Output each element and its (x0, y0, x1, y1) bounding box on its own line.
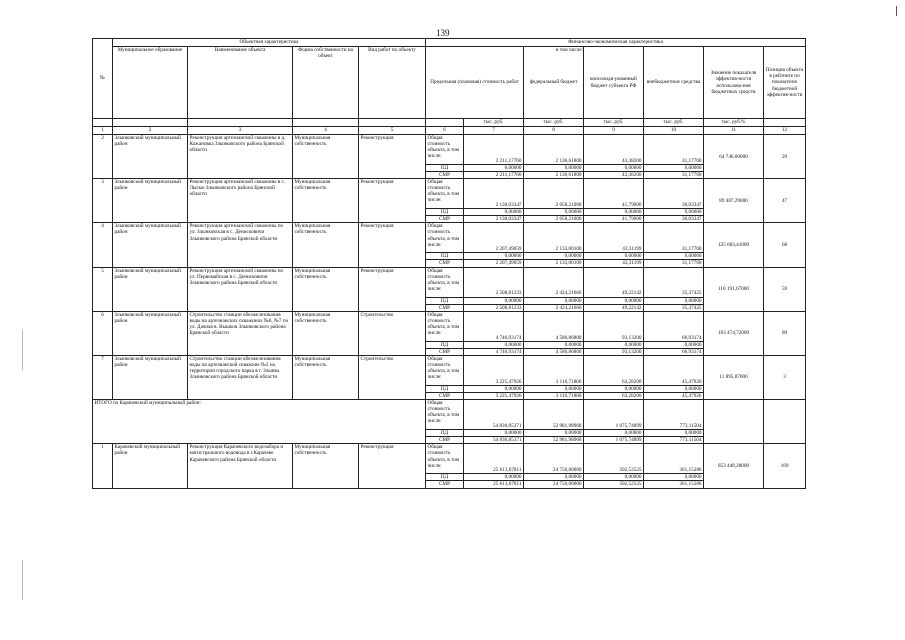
amount-cell: 0,00000 (464, 165, 524, 172)
table-body (93, 135, 806, 489)
amount-cell: 2 133,00100 (524, 223, 584, 253)
ownership-cell: Муниципальная собственность (293, 444, 359, 488)
amount-cell: 0,00000 (644, 165, 704, 172)
amount-cell: 30,03347 (644, 216, 704, 223)
amount-cell: 1 075,74899 (584, 400, 644, 430)
smr-label: СМР (426, 437, 464, 444)
col-header-no: № (93, 39, 113, 119)
rank-cell: 29 (764, 135, 806, 179)
amount-cell: 0,00000 (644, 253, 704, 260)
amount-cell: 0,00000 (464, 385, 524, 392)
amount-cell: 4 746,93174 (464, 348, 524, 355)
col-number: 10 (644, 127, 704, 135)
amount-cell: 2 508,81233 (464, 304, 524, 311)
itogo-label: ИТОГО по Карачевский муниципальный район: (93, 400, 426, 444)
amount-cell: 0,00000 (584, 253, 644, 260)
amount-cell: 361,15286 (644, 481, 704, 488)
amount-cell: 502,52525 (584, 481, 644, 488)
amount-cell: 502,52525 (584, 444, 644, 474)
amount-cell: 31,17760 (644, 223, 704, 253)
rank-cell: 59 (764, 267, 806, 311)
amount-cell: 49,22142 (584, 304, 644, 311)
pd-label: ПД (426, 430, 464, 437)
total-label: Общая стоимость объекта, в том числе: (426, 179, 464, 209)
amount-cell: 2 058,21000 (524, 216, 584, 223)
smr-label: СМР (426, 393, 464, 400)
amount-cell: 0,00000 (524, 430, 584, 437)
rank-cell: 89 (764, 311, 806, 355)
col-header-federal (524, 47, 584, 119)
smr-label: СМР (426, 304, 464, 311)
table-row (93, 135, 806, 165)
amount-cell: 52 981,98968 (524, 400, 584, 430)
col-number: 2 (113, 127, 188, 135)
amount-cell: 2 211,17760 (464, 172, 524, 179)
col-number: 11 (704, 127, 764, 135)
col-header-rank: Позиция объекта в рейтинге по показателю бюджетной эффектив-ности (764, 47, 806, 119)
amount-cell: 4 586,86800 (524, 348, 584, 355)
pd-label: ПД (426, 253, 464, 260)
amount-cell: 54 830,85371 (464, 400, 524, 430)
amount-cell: 0,00000 (464, 474, 524, 481)
col-number: 5 (359, 127, 426, 135)
municipality-cell: Злынковский муниципальный район (113, 311, 188, 355)
amount-cell: 0,00000 (584, 341, 644, 348)
col-number: 6 (426, 127, 464, 135)
amount-cell: 0,00000 (644, 341, 704, 348)
unit-cell: тыс. руб. (644, 119, 704, 127)
amount-cell: 0,00000 (524, 341, 584, 348)
amount-cell: 0,00000 (524, 297, 584, 304)
ownership-cell: Муниципальная собственность (293, 179, 359, 223)
smr-label: СМР (426, 172, 464, 179)
amount-cell: 35,37425 (644, 267, 704, 297)
amount-cell: 0,00000 (524, 474, 584, 481)
document-sheet (92, 38, 805, 489)
amount-cell: 0,00000 (644, 297, 704, 304)
amount-cell: 2 211,17760 (464, 135, 524, 165)
amount-cell: 0,00000 (584, 165, 644, 172)
ownership-cell: Муниципальная собственность (293, 311, 359, 355)
amount-cell: 31,17760 (644, 260, 704, 267)
work-type-cell: Строительство (359, 355, 426, 399)
amount-cell: 0,00000 (524, 165, 584, 172)
col-header-regional: консолиди-рованный бюджет субъекта РФ (584, 47, 644, 119)
col-number: 4 (293, 127, 359, 135)
amount-cell: 24 750,00000 (524, 481, 584, 488)
amount-cell: 0,00000 (584, 430, 644, 437)
col-number: 12 (764, 127, 806, 135)
work-type-cell: Строительство (359, 311, 426, 355)
including-label: в том числе: (555, 47, 583, 53)
col-header-object-name: Наименование объекта (188, 47, 293, 119)
smr-label: СМР (426, 481, 464, 488)
total-label: Общая стоимость объекта, в том числе: (426, 311, 464, 341)
total-label: Общая стоимость объекта, в том числе: (426, 400, 464, 430)
amount-cell: 1 075,74899 (584, 437, 644, 444)
table-row (93, 267, 806, 297)
amount-cell: 2 424,21666 (524, 267, 584, 297)
amount-cell: 24 750,00000 (524, 444, 584, 474)
amount-cell: 0,00000 (524, 209, 584, 216)
col-header-cost: Предельная (плановая) стоимость работ (426, 47, 524, 119)
pd-label: ПД (426, 209, 464, 216)
rank-cell (764, 400, 806, 444)
efficiency-cell: 110 191,67000 (704, 267, 764, 311)
col-number: 9 (584, 127, 644, 135)
amount-cell: 773,11504 (644, 437, 704, 444)
col-header-efficiency: Значение показателя эффектив-ности использова-ния бюджетных средств (704, 47, 764, 119)
object-name-cell: Реконструкция артезианской скважины в с. Лысые Злынковского района Брянской области (188, 179, 293, 223)
total-label: Общая стоимость объекта, в том числе: (426, 267, 464, 297)
col-header-ownership: Форма собственности на объект (293, 47, 359, 119)
object-name-cell: Реконструкция артезианской скважины по ул. Злынковская в с. Денисковичи Злынковского района Брянской области (188, 223, 293, 267)
page-number: 139 (436, 28, 450, 38)
object-name-cell: Реконструкция артезианской скважины в д. Кожановка Злынковского района Брянской области (188, 135, 293, 179)
rank-cell: 68 (764, 223, 806, 267)
amount-cell: 0,00000 (524, 385, 584, 392)
unit-cell: тыс. руб.% (704, 119, 764, 127)
amount-cell: 0,00000 (584, 209, 644, 216)
amount-cell: 2 133,00100 (524, 260, 584, 267)
rank-cell: 169 (764, 444, 806, 488)
amount-cell: 4 746,93174 (464, 311, 524, 341)
amount-cell: 2 424,21666 (524, 304, 584, 311)
col-number: 3 (188, 127, 293, 135)
amount-cell: 43,38200 (584, 135, 644, 165)
col-header-offbudget: внебюджетные средства (644, 47, 704, 119)
amount-cell: 2 058,21000 (524, 179, 584, 209)
municipality-cell: Злынковский муниципальный район (113, 223, 188, 267)
total-label: Общая стоимость объекта, в том числе: (426, 444, 464, 474)
efficiency-cell: 125 683,41000 (704, 223, 764, 267)
municipality-cell: Злынковский муниципальный район (113, 267, 188, 311)
amount-cell: 0,00000 (464, 430, 524, 437)
scan-margin-line (22, 330, 23, 370)
rank-cell: 47 (764, 179, 806, 223)
amount-cell: 31,17760 (644, 172, 704, 179)
amount-cell: 93,13200 (584, 348, 644, 355)
amount-cell: 0,00000 (584, 474, 644, 481)
amount-cell: 45,47926 (644, 355, 704, 385)
amount-cell: 2 207,49059 (464, 260, 524, 267)
amount-cell: 63,28200 (584, 393, 644, 400)
unit-cell: тыс. руб. (584, 119, 644, 127)
municipality-cell: Злынковский муниципальный район (113, 179, 188, 223)
ownership-cell: Муниципальная собственность (293, 223, 359, 267)
amount-cell: 0,00000 (644, 474, 704, 481)
amount-cell: 66,93174 (644, 348, 704, 355)
total-label: Общая стоимость объекта, в том числе: (426, 223, 464, 253)
federal-label: федеральный бюджет (529, 79, 578, 86)
amount-cell: 2 508,81233 (464, 267, 524, 297)
object-name-cell: Реконструкция артезианской скважины по ул. Первомайская в с. Денисковичи Злынковского района Брянской области (188, 267, 293, 311)
col-number: 7 (464, 127, 524, 135)
rank-cell: 3 (764, 355, 806, 399)
amount-cell: 0,00000 (584, 385, 644, 392)
amount-cell: 773,11504 (644, 400, 704, 430)
efficiency-cell: 183 474,72000 (704, 311, 764, 355)
amount-cell: 0,00000 (524, 253, 584, 260)
efficiency-cell: 853 448,28000 (704, 444, 764, 488)
total-label: Общая стоимость объекта, в том числе: (426, 355, 464, 385)
amount-cell: 0,00000 (464, 253, 524, 260)
object-name-cell: Реконструкция Карачевского водозабора и магистрального водовода в г.Карачеве Карачевского района Брянской области (188, 444, 293, 488)
amount-cell: 0,00000 (644, 430, 704, 437)
table-row (93, 355, 806, 385)
row-number: 7 (93, 355, 113, 399)
amount-cell: 3 116,71800 (524, 355, 584, 385)
amount-cell: 45,47926 (644, 393, 704, 400)
work-type-cell: Реконструкция (359, 444, 426, 488)
row-number: 5 (93, 267, 113, 311)
amount-cell: 0,00000 (464, 297, 524, 304)
row-number: 1 (93, 444, 113, 488)
table-row (93, 311, 806, 341)
table-row (93, 400, 806, 430)
efficiency-cell (704, 400, 764, 444)
amount-cell: 41,79000 (584, 216, 644, 223)
work-type-cell: Реконструкция (359, 135, 426, 179)
amount-cell: 2 136,61800 (524, 135, 584, 165)
unit-cell: тыс. руб. (524, 119, 584, 127)
row-number: 3 (93, 179, 113, 223)
amount-cell: 2 130,03347 (464, 216, 524, 223)
efficiency-cell: 64 746,00000 (704, 135, 764, 179)
efficiency-cell: 89 487,29000 (704, 179, 764, 223)
amount-cell: 3 116,71800 (524, 393, 584, 400)
pd-label: ПД (426, 297, 464, 304)
municipality-cell: Злынковский муниципальный район (113, 135, 188, 179)
table-row (93, 179, 806, 209)
amount-cell: 43,38200 (584, 172, 644, 179)
row-number: 2 (93, 135, 113, 179)
group-header-finance: Финансово-экономическая характеристика (426, 39, 806, 47)
ownership-cell: Муниципальная собственность (293, 267, 359, 311)
table-row (93, 444, 806, 474)
amount-cell: 43,31199 (584, 260, 644, 267)
smr-label: СМР (426, 348, 464, 355)
group-header-object: Объектная характеристика (113, 39, 426, 47)
amount-cell: 2 207,49059 (464, 223, 524, 253)
amount-cell: 361,15286 (644, 444, 704, 474)
amount-cell: 0,00000 (464, 341, 524, 348)
municipality-cell: Злынковский муниципальный район (113, 355, 188, 399)
amount-cell: 25 613,67811 (464, 444, 524, 474)
object-name-cell: Строительство станции обезжелезивания воды на артезианских скважинах №6, №7 по ул. Дачная в. Вышков Злынковского района Брянской области (188, 311, 293, 355)
col-header-work-type: Вид работ по объекту (359, 47, 426, 119)
pd-label: ПД (426, 165, 464, 172)
amount-cell: 63,28200 (584, 355, 644, 385)
ownership-cell: Муниципальная собственность (293, 135, 359, 179)
amount-cell: 0,00000 (644, 385, 704, 392)
ownership-cell: Муниципальная собственность (293, 355, 359, 399)
amount-cell: 54 830,85371 (464, 437, 524, 444)
amount-cell: 31,17760 (644, 135, 704, 165)
row-number: 6 (93, 311, 113, 355)
amount-cell: 2 130,03347 (464, 179, 524, 209)
amount-cell: 0,00000 (464, 209, 524, 216)
pd-label: ПД (426, 474, 464, 481)
amount-cell: 3 225,47926 (464, 393, 524, 400)
smr-label: СМР (426, 260, 464, 267)
amount-cell: 4 586,86800 (524, 311, 584, 341)
amount-cell: 66,93174 (644, 311, 704, 341)
col-number: 8 (524, 127, 584, 135)
amount-cell: 0,00000 (644, 209, 704, 216)
amount-cell: 52 981,98968 (524, 437, 584, 444)
total-label: Общая стоимость объекта, в том числе: (426, 135, 464, 165)
amount-cell: 41,79000 (584, 179, 644, 209)
municipality-cell: Карачевский муниципальный район (113, 444, 188, 488)
pd-label: ПД (426, 385, 464, 392)
amount-cell: 2 136,61800 (524, 172, 584, 179)
amount-cell: 43,31199 (584, 223, 644, 253)
amount-cell: 3 225,47926 (464, 355, 524, 385)
scan-edge-mark (896, 6, 897, 16)
amount-cell: 93,13200 (584, 311, 644, 341)
efficiency-cell: 11 895,87000 (704, 355, 764, 399)
pd-label: ПД (426, 341, 464, 348)
work-type-cell: Реконструкция (359, 223, 426, 267)
row-number: 4 (93, 223, 113, 267)
work-type-cell: Реконструкция (359, 179, 426, 223)
work-type-cell: Реконструкция (359, 267, 426, 311)
amount-cell: 49,22142 (584, 267, 644, 297)
amount-cell: 25 613,67811 (464, 481, 524, 488)
unit-cell: тыс. руб. (464, 119, 524, 127)
amount-cell: 0,00000 (584, 297, 644, 304)
object-name-cell: Строительство станции обезжелезивания воды на артезианской скважине №2 на территории городского парка в г. Злынка Злынковского района Брянской области (188, 355, 293, 399)
table-row (93, 223, 806, 253)
col-header-municipality: Муниципальное образование (113, 47, 188, 119)
amount-cell: 30,03347 (644, 179, 704, 209)
col-number: 1 (93, 127, 113, 135)
smr-label: СМР (426, 216, 464, 223)
investment-table (92, 38, 806, 489)
amount-cell: 35,37425 (644, 304, 704, 311)
scan-margin-line (22, 560, 23, 600)
